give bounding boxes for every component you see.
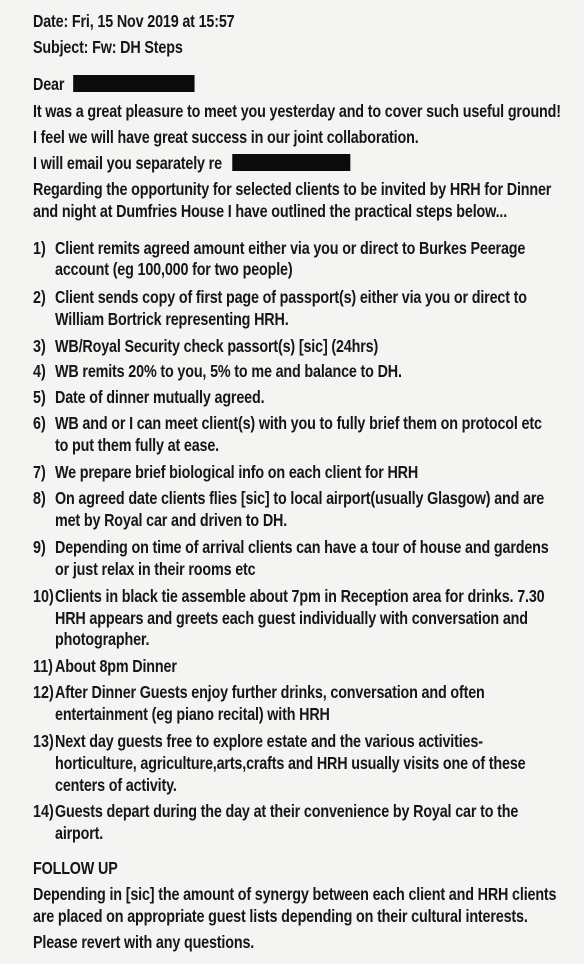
- redaction-bar: [232, 154, 350, 171]
- step-number: 14): [33, 801, 54, 821]
- step-line: account (eg 100,000 for two people): [55, 259, 293, 279]
- step-number: 6): [33, 413, 46, 433]
- step-line: HRH appears and greets each guest individually with conversation and: [55, 608, 528, 628]
- step-number: 7): [33, 462, 46, 482]
- paragraph-greeting: It was a great pleasure to meet you yesterday and to cover such useful ground!: [33, 101, 561, 121]
- step-line: photographer.: [55, 629, 150, 649]
- step-number: 8): [33, 488, 46, 508]
- step-line: About 8pm Dinner: [55, 656, 177, 676]
- salutation: Dear: [33, 74, 65, 94]
- step-line: On agreed date clients flies [sic] to local airport(usually Glasgow) and are: [55, 488, 545, 508]
- paragraph-separate-email: [33, 153, 350, 175]
- step-line: WB and or I can meet client(s) with you to fully brief them on protocol etc: [55, 413, 542, 433]
- step-number: 13): [33, 731, 54, 751]
- follow-up-heading: FOLLOW UP: [33, 858, 118, 878]
- email-subject: Subject: Fw: DH Steps: [33, 37, 183, 57]
- step-line: entertainment (eg piano recital) with HRH: [55, 704, 330, 724]
- separate-email-text: I will email you separately re: [33, 153, 222, 173]
- step-line: Next day guests free to explore estate and the various activities-: [55, 731, 483, 751]
- step-line: met by Royal car and driven to DH.: [55, 510, 288, 530]
- follow-up-line: are placed on appropriate guest lists depending on their cultural interests.: [33, 906, 528, 926]
- follow-up-line: Please revert with any questions.: [33, 932, 255, 952]
- step-line: Clients in black tie assemble about 7pm in Reception area for drinks. 7.30: [55, 586, 545, 606]
- step-number: 2): [33, 287, 46, 307]
- step-line: WB/Royal Security check passort(s) [sic] (24hrs): [55, 336, 379, 356]
- paragraph-opportunity-line2: and night at Dumfries House I have outlined the practical steps below...: [33, 201, 508, 221]
- step-number: 5): [33, 387, 46, 407]
- step-number: 1): [33, 238, 46, 258]
- step-number: 4): [33, 361, 46, 381]
- salutation-line: [33, 74, 194, 96]
- step-line: or just relax in their rooms etc: [55, 559, 256, 579]
- step-line: Client remits agreed amount either via you or direct to Burkes Peerage: [55, 238, 526, 258]
- step-line: After Dinner Guests enjoy further drinks, conversation and often: [55, 682, 485, 702]
- paragraph-collaboration: I feel we will have great success in our joint collaboration.: [33, 127, 419, 147]
- step-number: 12): [33, 682, 54, 702]
- step-line: Depending on time of arrival clients can have a tour of house and gardens: [55, 537, 549, 557]
- step-line: to put them fully at ease.: [55, 435, 219, 455]
- step-line: William Bortrick representing HRH.: [55, 309, 289, 329]
- follow-up-line: Depending in [sic] the amount of synergy between each client and HRH clients: [33, 884, 557, 904]
- redaction-bar: [73, 75, 194, 92]
- step-line: We prepare brief biological info on each client for HRH: [55, 462, 419, 482]
- step-line: WB remits 20% to you, 5% to me and balance to DH.: [55, 361, 402, 381]
- step-line: Date of dinner mutually agreed.: [55, 387, 265, 407]
- step-line: airport.: [55, 823, 104, 843]
- step-number: 10): [33, 586, 54, 606]
- step-number: 9): [33, 537, 46, 557]
- step-line: centers of activity.: [55, 775, 177, 795]
- step-number: 11): [33, 656, 53, 676]
- paragraph-opportunity-line1: Regarding the opportunity for selected clients to be invited by HRH for Dinner: [33, 179, 552, 199]
- step-line: Guests depart during the day at their convenience by Royal car to the: [55, 801, 519, 821]
- step-line: Client sends copy of first page of passport(s) either via you or direct to: [55, 287, 527, 307]
- email-date: Date: Fri, 15 Nov 2019 at 15:57: [33, 11, 235, 31]
- step-number: 3): [33, 336, 46, 356]
- step-line: horticulture, agriculture,arts,crafts and HRH usually visits one of these: [55, 753, 526, 773]
